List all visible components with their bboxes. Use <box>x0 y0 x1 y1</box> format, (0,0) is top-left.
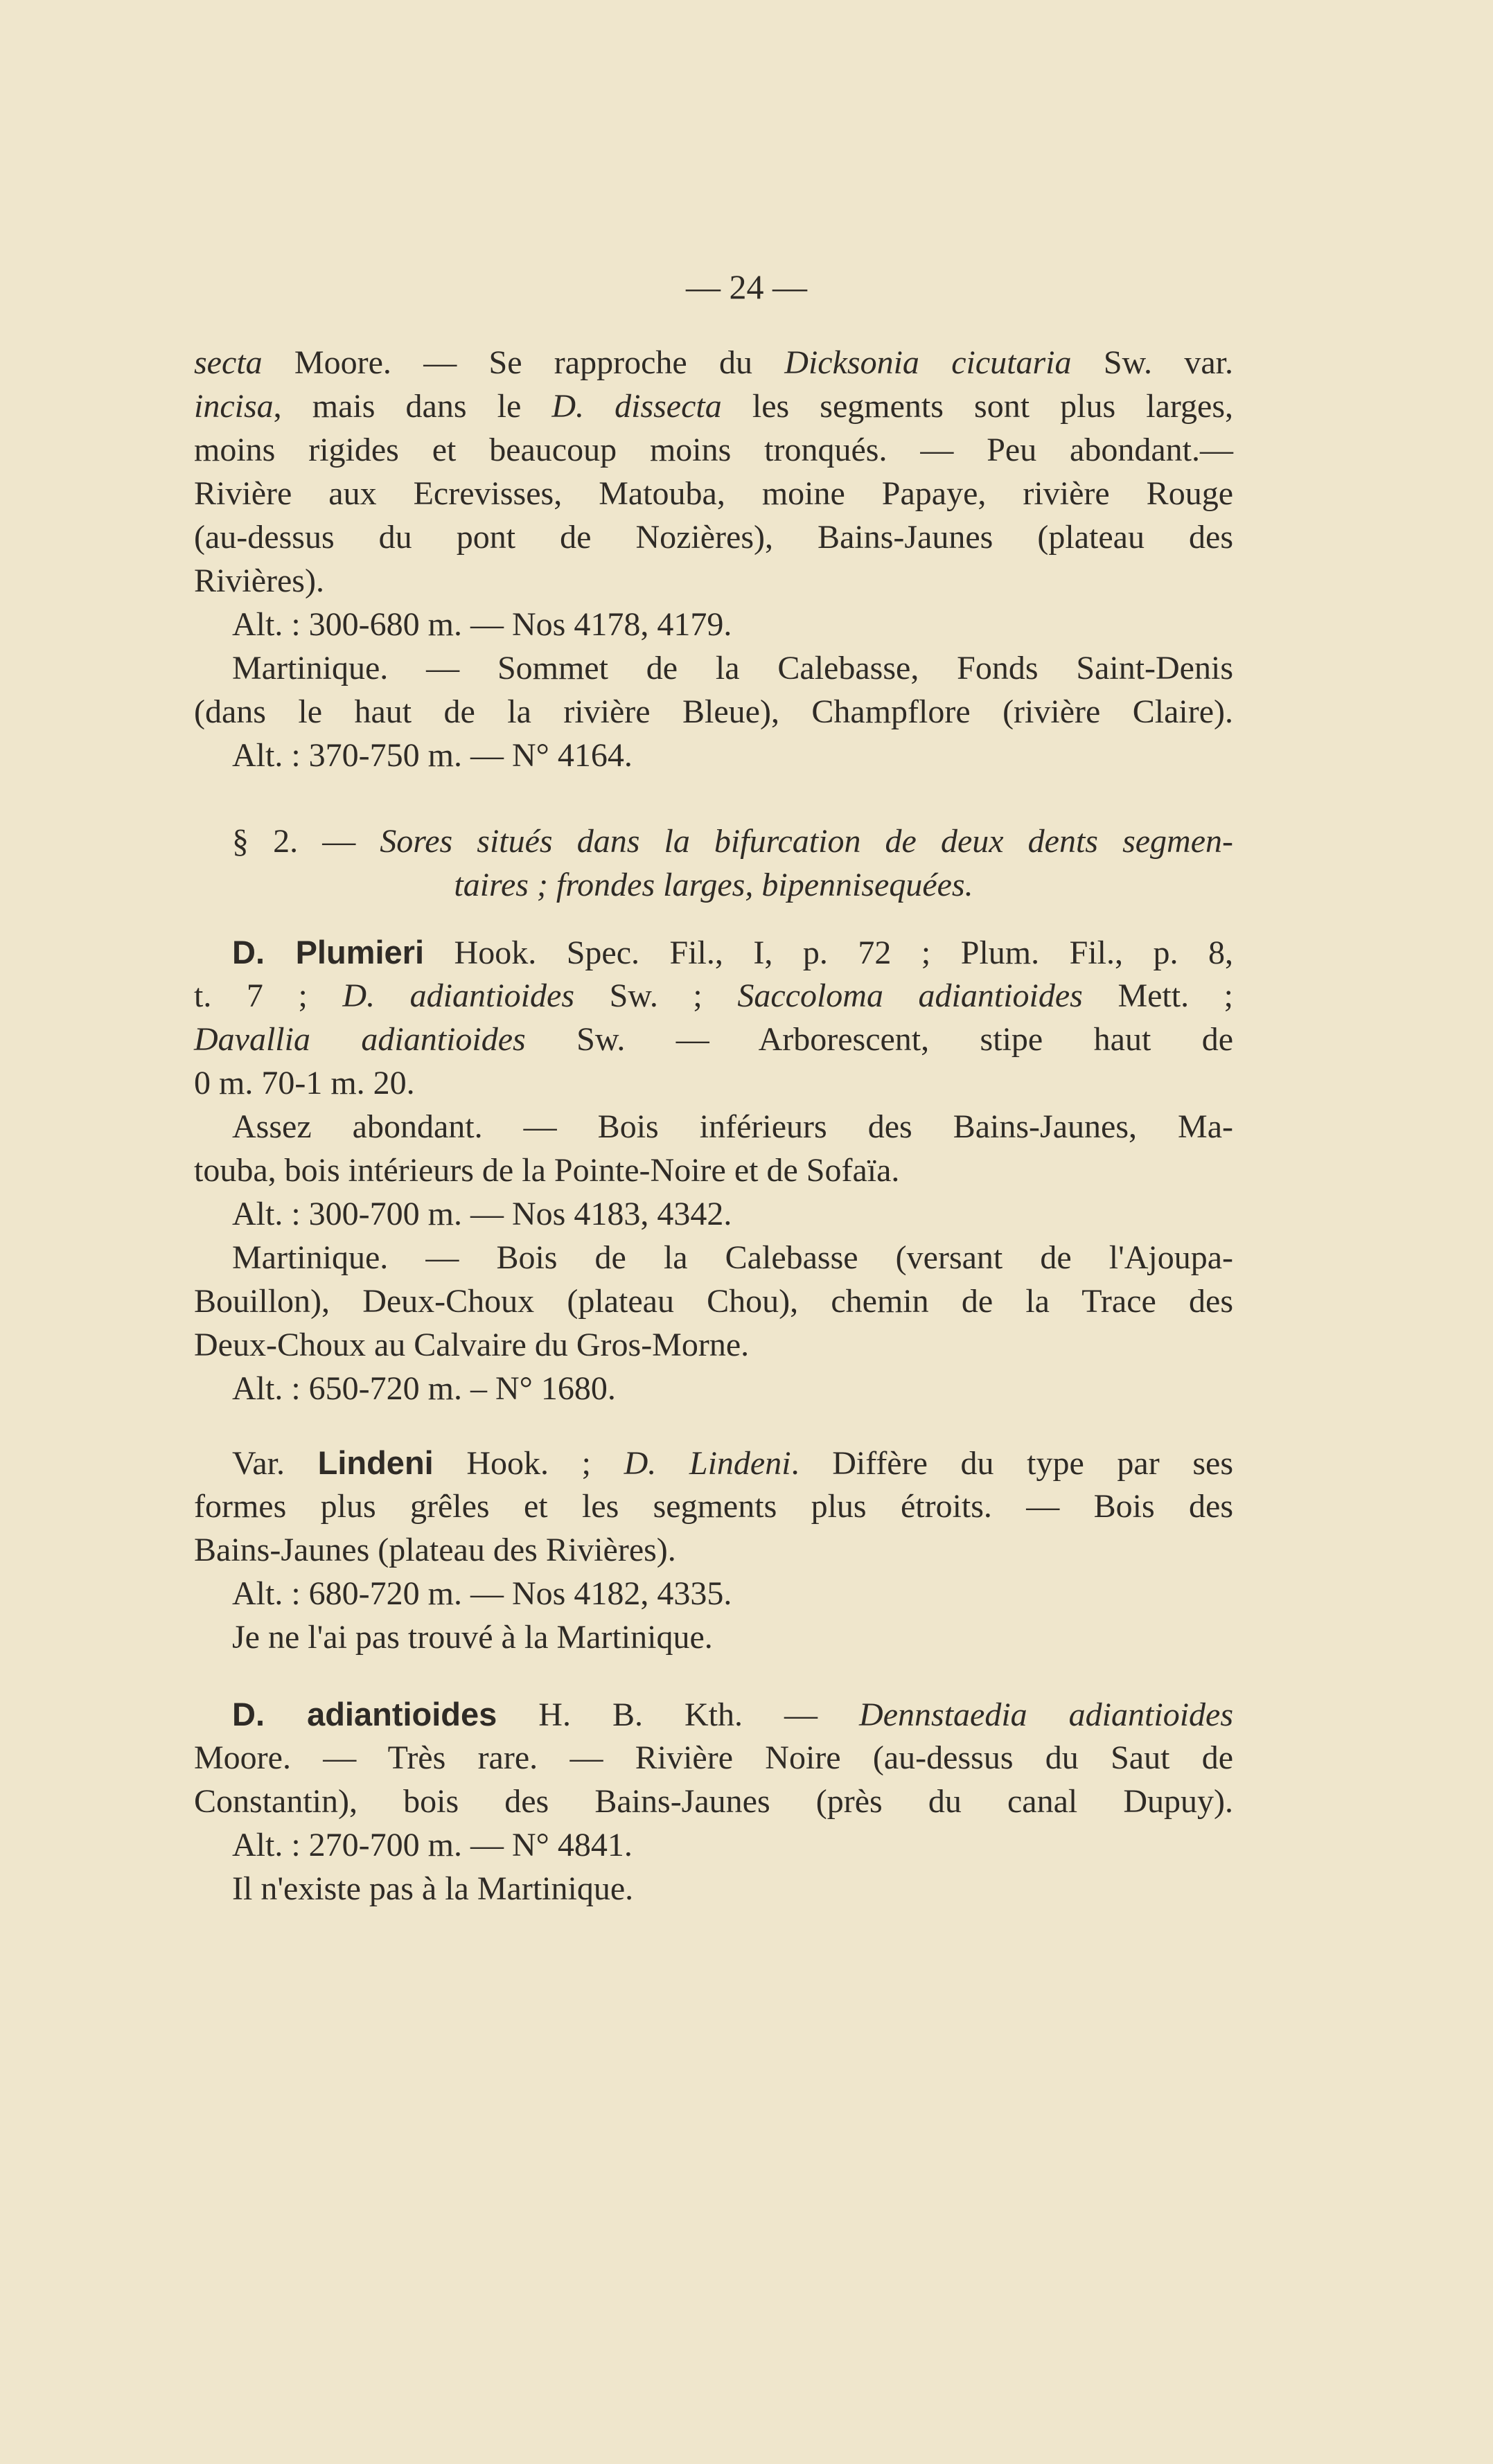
altitude-line: Alt. : 370-750 m. — N° 4164. <box>232 737 633 774</box>
text-line: Deux-Choux au Calvaire du Gros-Morne. <box>194 1327 750 1363</box>
text-line: Assez abondant. — Bois inférieurs des Bains-Jaunes, Ma- <box>232 1108 1233 1145</box>
altitude-line: Alt. : 270-700 m. — N° 4841. <box>232 1827 633 1863</box>
species-name: D. adiantioides <box>232 1696 497 1732</box>
species-entry-adiantioides: D. adiantioides H. B. Kth. — Dennstaedia adiantioides <box>232 1696 1234 1733</box>
text-line: touba, bois intérieurs de la Pointe-Noire et de Sofaïa. <box>194 1152 900 1189</box>
species-name: D. Plumieri <box>232 934 425 970</box>
text-line: Rivière aux Ecrevisses, Matouba, moine Papaye, rivière Rouge <box>194 475 1233 512</box>
variety-name: Lindeni <box>317 1444 434 1481</box>
text-line: t. 7 ; D. adiantioides Sw. ; Saccoloma adiantioides Mett. ; <box>194 977 1234 1014</box>
text-line: Martinique. — Bois de la Calebasse (versant de l'Ajoupa- <box>232 1239 1233 1276</box>
text-line: Bains-Jaunes (plateau des Rivières). <box>194 1532 676 1568</box>
text-line: (dans le haut de la rivière Bleue), Champflore (rivière Claire). <box>194 693 1233 730</box>
text-line: Rivières). <box>194 562 324 599</box>
text-line: moins rigides et beaucoup moins tronqués. — Peu abondant.— <box>194 432 1233 468</box>
text-line: 0 m. 70-1 m. 20. <box>194 1065 415 1101</box>
page-number: — 24 — <box>686 267 807 306</box>
text-line: Il n'existe pas à la Martinique. <box>232 1870 634 1907</box>
text-line: formes plus grêles et les segments plus étroits. — Bois des <box>194 1488 1233 1525</box>
species-entry-plumieri: D. Plumieri Hook. Spec. Fil., I, p. 72 ; Plum. Fil., p. 8, <box>232 934 1234 971</box>
text-line: Bouillon), Deux-Choux (plateau Chou), chemin de la Trace des <box>194 1283 1233 1320</box>
text-line: secta Moore. — Se rapproche du Dicksonia cicutaria Sw. var. <box>194 344 1233 381</box>
altitude-line: Alt. : 650-720 m. – N° 1680. <box>232 1370 616 1407</box>
section-heading: § 2. — Sores situés dans la bifurcation de deux dents segmen- <box>232 823 1234 860</box>
altitude-line: Alt. : 300-680 m. — Nos 4178, 4179. <box>232 606 732 643</box>
altitude-line: Alt. : 300-700 m. — Nos 4183, 4342. <box>232 1196 732 1232</box>
text-line: Je ne l'ai pas trouvé à la Martinique. <box>232 1619 713 1656</box>
page-text <box>194 341 1233 1911</box>
text-line: incisa, mais dans le D. dissecta les segments sont plus larges, <box>194 388 1233 425</box>
text-line: Davallia adiantioides Sw. — Arborescent, stipe haut de <box>194 1021 1233 1058</box>
text-line: Constantin), bois des Bains-Jaunes (près du canal Dupuy). <box>194 1783 1233 1820</box>
altitude-line: Alt. : 680-720 m. — Nos 4182, 4335. <box>232 1575 732 1612</box>
section-heading-cont: taires ; frondes larges, bipennisequées. <box>454 867 973 903</box>
text-line: Martinique. — Sommet de la Calebasse, Fonds Saint-Denis <box>232 650 1233 686</box>
text-line: Moore. — Très rare. — Rivière Noire (au-dessus du Saut de <box>194 1739 1233 1776</box>
text-line: (au-dessus du pont de Nozières), Bains-Jaunes (plateau des <box>194 519 1233 556</box>
variety-entry-lindeni: Var. Lindeni Hook. ; D. Lindeni. Diffère du type par ses <box>232 1444 1234 1482</box>
